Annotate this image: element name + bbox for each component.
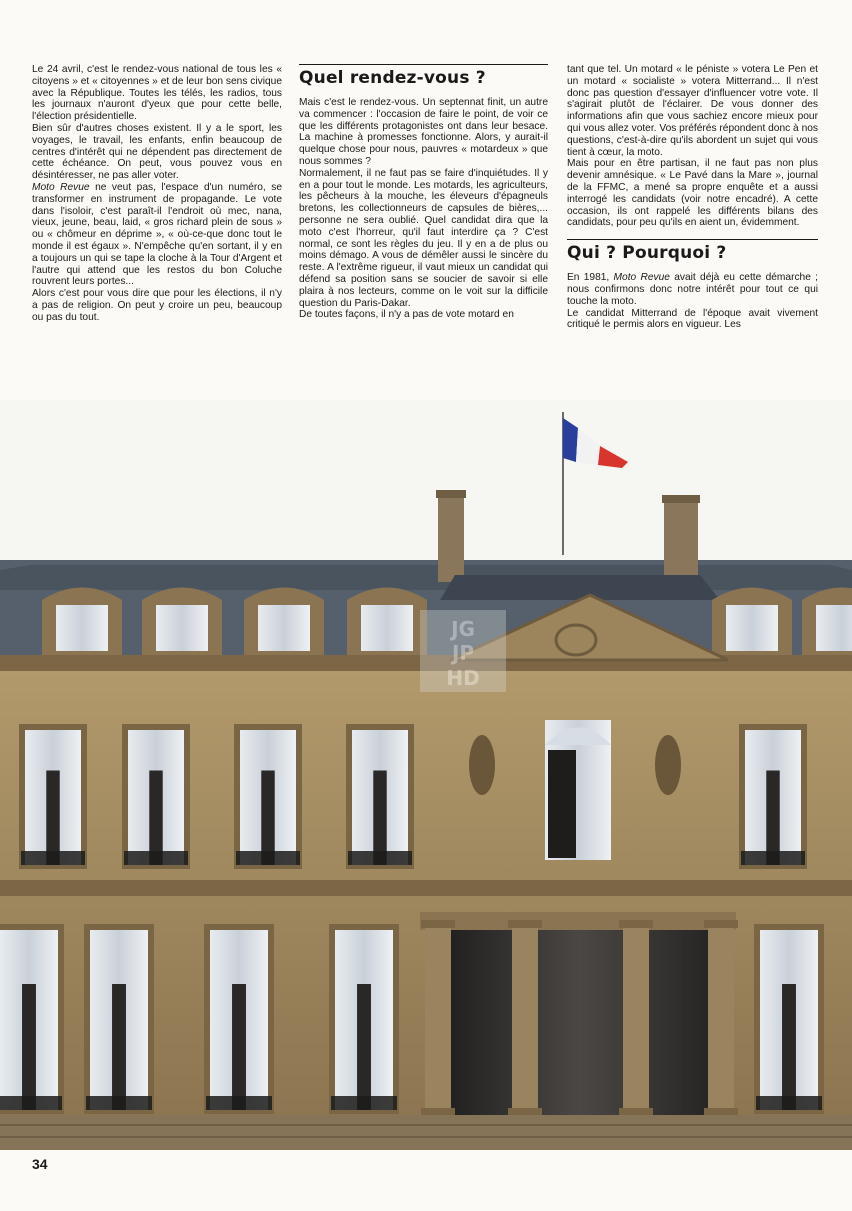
steps xyxy=(0,1115,852,1150)
window xyxy=(84,924,154,1114)
paragraph xyxy=(567,272,818,307)
watermark-line: JG xyxy=(451,617,475,641)
paragraph: Le candidat Mitterrand de l'époque avait vivement critiqué le permis alors en vigueur. Les xyxy=(567,307,818,331)
watermark-line: HD xyxy=(446,666,480,690)
paragraph: Bien sûr d'autres choses existent. Il y a le sport, les voyages, le travail, les enfants, enfin beaucoup de centres d'intérêt qui ne dépendent pas directement de cette échéance. On peut, vous pouvez vous en désintéresser, ne pas aller voter. xyxy=(32,122,282,182)
paragraph: Mais pour en être partisan, il ne faut pas non plus devenir amnésique. « Le Pavé dans la Mare », journal de la FFMC, a mené sa propre enquête et a aussi interrogé les candidats (voir notre encadré). A cette occasion, ils ont rappelé les différents bilans des candidats, pour peu qu'ils en aient un, évidemment. xyxy=(567,158,818,229)
section-heading: Qui ? Pourquoi ? xyxy=(567,239,818,264)
article-column-1 xyxy=(32,64,282,324)
window xyxy=(19,724,87,869)
entrance-portico xyxy=(420,912,738,1125)
paragraph: Alors c'est pour vous dire que pour les élections, il n'y a pas de religion. On peut y croire un peu, beaucoup ou pas du tout. xyxy=(32,288,282,323)
elysee-palace-photo xyxy=(0,400,852,1150)
paragraph-text: ne veut pas, l'espace d'un numéro, se transformer en instrument de propagande. Le vote dans l'isoloir, c'est paraît-il l'endroit où mec, nana, vieux, jeune, beau, laid, « gros richard plein de sous » ou « chômeur en déprime », « où-ce-que donc tout le monde il est égaux ». N'empêche qu'en sortant, il y en a toujours un qui se tape la cloche à la Tour d'Argent et l'autre qui attend que les restos du bon Coluche rouvrent leurs portes... xyxy=(32,181,282,288)
column xyxy=(619,920,653,1118)
dormer xyxy=(42,588,122,656)
dormer xyxy=(347,588,427,656)
page-number: 34 xyxy=(32,1156,48,1172)
paragraph: Normalement, il ne faut pas se faire d'inquiétudes. Il y en a pour tout le monde. Les motards, les agriculteurs, les pêcheurs à la mouche, les éleveurs d'épagneuls bretons, les collectionneurs de capsules de bières,... personne ne sera oublié. Quel candidat dira que la moto c'est l'horreur, qu'il faut interdire ça ? C'est normal, ce sont les règles du jeu. Il y en a de plus ou moins démago. A vous de démêler aussi le sincère du reste. A l'extrême rigueur, il vaut mieux un candidat qui défend sa position sans se soucier de savoir si elle plaira à nos lecteurs, comme on le voit sur la difficile question du Paris-Dakar. xyxy=(299,167,548,309)
watermark xyxy=(420,610,506,692)
dormer xyxy=(802,588,852,656)
statue-left xyxy=(469,735,495,795)
paragraph xyxy=(32,182,282,288)
statue-right xyxy=(655,735,681,795)
magazine-name: Moto Revue xyxy=(613,272,670,284)
window xyxy=(739,724,807,869)
window xyxy=(122,724,190,869)
article-column-3 xyxy=(567,64,818,331)
window xyxy=(329,924,399,1114)
window xyxy=(0,924,64,1114)
sky xyxy=(0,400,852,570)
window xyxy=(204,924,274,1114)
paragraph: De toutes façons, il n'y a pas de vote motard en xyxy=(299,309,514,321)
window xyxy=(754,924,824,1114)
string-course xyxy=(0,880,852,896)
dormer xyxy=(142,588,222,656)
paragraph-text: avait déjà eu cette démarche ; nous confirmons donc notre intérêt pour tout ce qui touche la moto. xyxy=(567,272,818,307)
column xyxy=(421,920,455,1118)
dormer xyxy=(712,588,792,656)
window xyxy=(234,724,302,869)
paragraph-text: En 1981, xyxy=(567,272,614,284)
article-column-2 xyxy=(299,64,548,321)
column xyxy=(704,920,738,1118)
section-heading: Quel rendez-vous ? xyxy=(299,64,548,89)
magazine-name: Moto Revue xyxy=(32,181,90,193)
paragraph: Le 24 avril, c'est le rendez-vous national de tous les « citoyens » et « citoyennes » et de leur bon sens civique avec la République. Toutes les télés, les radios, tous les journaux n'auront d'yeux que pour cette belle, l'élection présidentielle. xyxy=(32,64,282,123)
watermark-line: JP xyxy=(451,641,475,665)
paragraph: tant que tel. Un motard « le péniste » votera Le Pen et un motard « socialiste » votera Mitterrand... Il n'est donc pas question d'essayer d'influencer votre vote. Il s'agirait plutôt de l'éclairer. De vous donner des informations afin que vous sachiez encore mieux pour qui vous allez voter. Vos préférés répondent donc à nos questions, c'est-à-dire qu'ils abordent un sujet qui vous tient à cœur, la moto. xyxy=(567,64,818,158)
dormer xyxy=(244,588,324,656)
paragraph: Mais c'est le rendez-vous. Un septennat finit, un autre va commencer : l'occasion de faire le point, de voir ce que les différents protagonistes ont dans leur besace. La machine à promesses fonctionne. Alors, y aurait-il quelque chose pour nous, pauvres « motardeux » que nous sommes ? xyxy=(299,97,548,167)
column xyxy=(508,920,542,1118)
window xyxy=(346,724,414,869)
